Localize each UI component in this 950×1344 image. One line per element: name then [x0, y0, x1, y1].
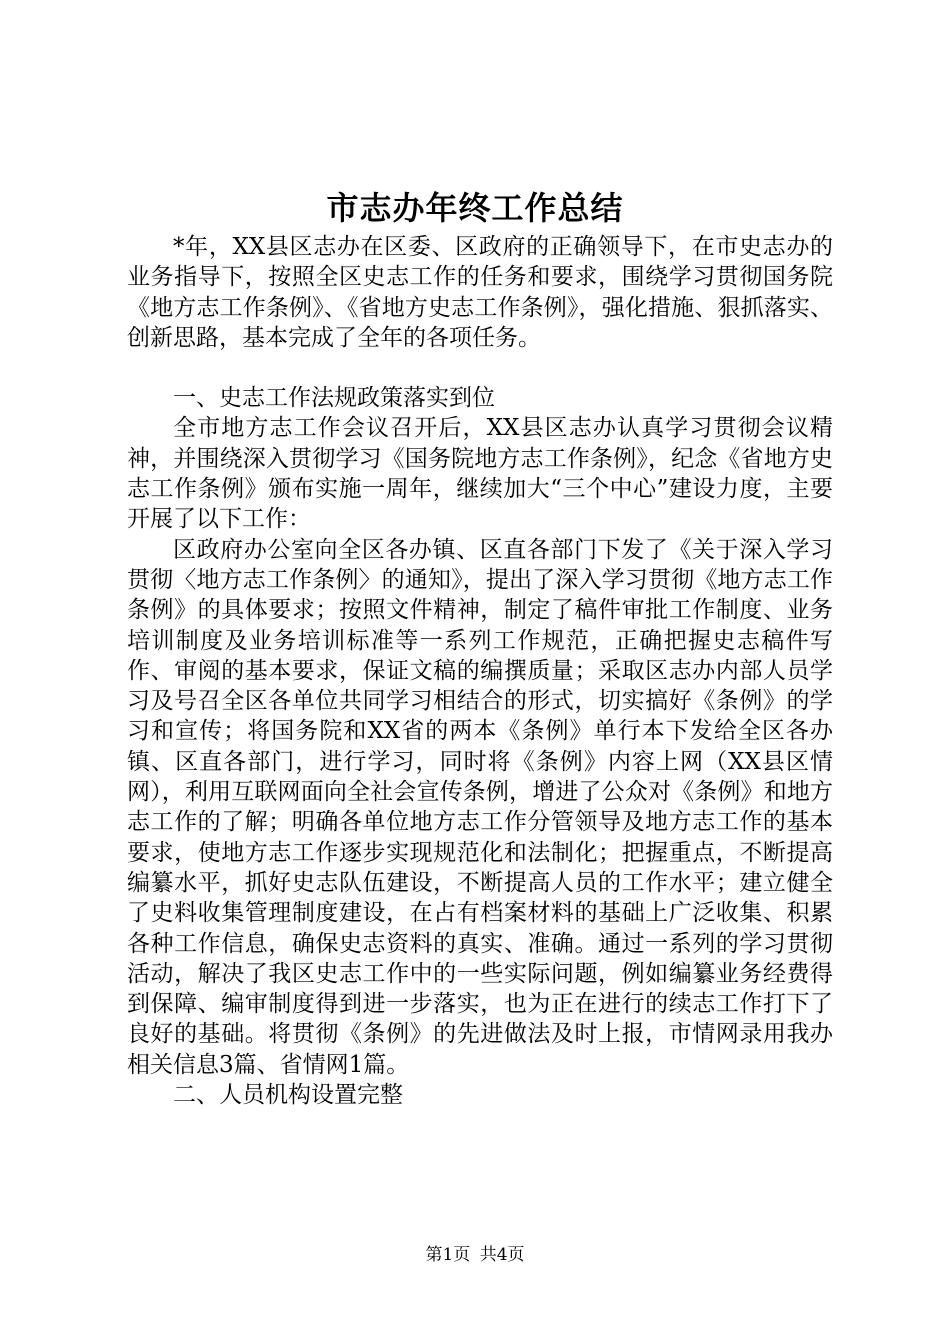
page-total: 共4页 [479, 1245, 525, 1265]
section-1-paragraph-1: 全市地方志工作会议召开后，XX县区志办认真学习贯彻会议精神，并围绕深入贯彻学习《国务院地方志工作条例》，纪念《省地方史志工作条例》颁布实施一周年，继续加大“三个中心”建设力度，主要开展了以下工作： [127, 415, 833, 533]
intro-paragraph: *年，XX县区志办在区委、区政府的正确领导下，在市史志办的业务指导下，按照全区史志工作的任务和要求，围绕学习贯彻国务院《地方志工作条例》、《省地方史志工作条例》，强化措施、狠抓落实、创新思路，基本完成了全年的各项任务。 [127, 234, 833, 351]
section-heading-1: 一、史志工作法规政策落实到位 [173, 385, 495, 412]
page-number: 第1页 [425, 1245, 471, 1265]
page-footer [0, 1243, 950, 1267]
section-heading-2: 二、人员机构设置完整 [173, 1082, 403, 1109]
section-1-paragraph-2: 区政府办公室向全区各办镇、区直各部门下发了《关于深入学习贯彻〈地方志工作条例〉的通知》，提出了深入学习贯彻《地方志工作条例》的具体要求；按照文件精神，制定了稿件审批工作制度、业务培训制度及业务培训标准等一系列工作规范，正确把握史志稿件写作、审阅的基本要求，保证文稿的编撰质量；采取区志办内部人员学习及号召全区各单位共同学习相结合的形式，切实搞好《条例》的学习和宣传；将国务院和XX省的两本《条例》单行本下发给全区各办镇、区直各部门，进行学习，同时将《条例》内容上网（XX县区情网），利用互联网面向全社会宣传条例，增进了公众对《条例》和地方志工作的了解；明确各单位地方志工作分管领导及地方志工作的基本要求，使地方志工作逐步实现规范化和法制化；把握重点，不断提高编纂水平，抓好史志队伍建设，不断提高人员的工作水平；建立健全了史料收集管理制度建设，在占有档案材料的基础上广泛收集、积累各种工作信息，确保史志资料的真实、准确。通过一系列的学习贯彻活动，解决了我区史志工作中的一些实际问题，例如编纂业务经费得到保障、编审制度得到进一步落实，也为正在进行的续志工作打下了良好的基础。将贯彻《条例》的先进做法及时上报，市情网录用我办相关信息3篇、省情网1篇。 [127, 536, 833, 1078]
document-body [127, 232, 833, 1110]
document-title: 市志办年终工作总结 [326, 189, 624, 227]
